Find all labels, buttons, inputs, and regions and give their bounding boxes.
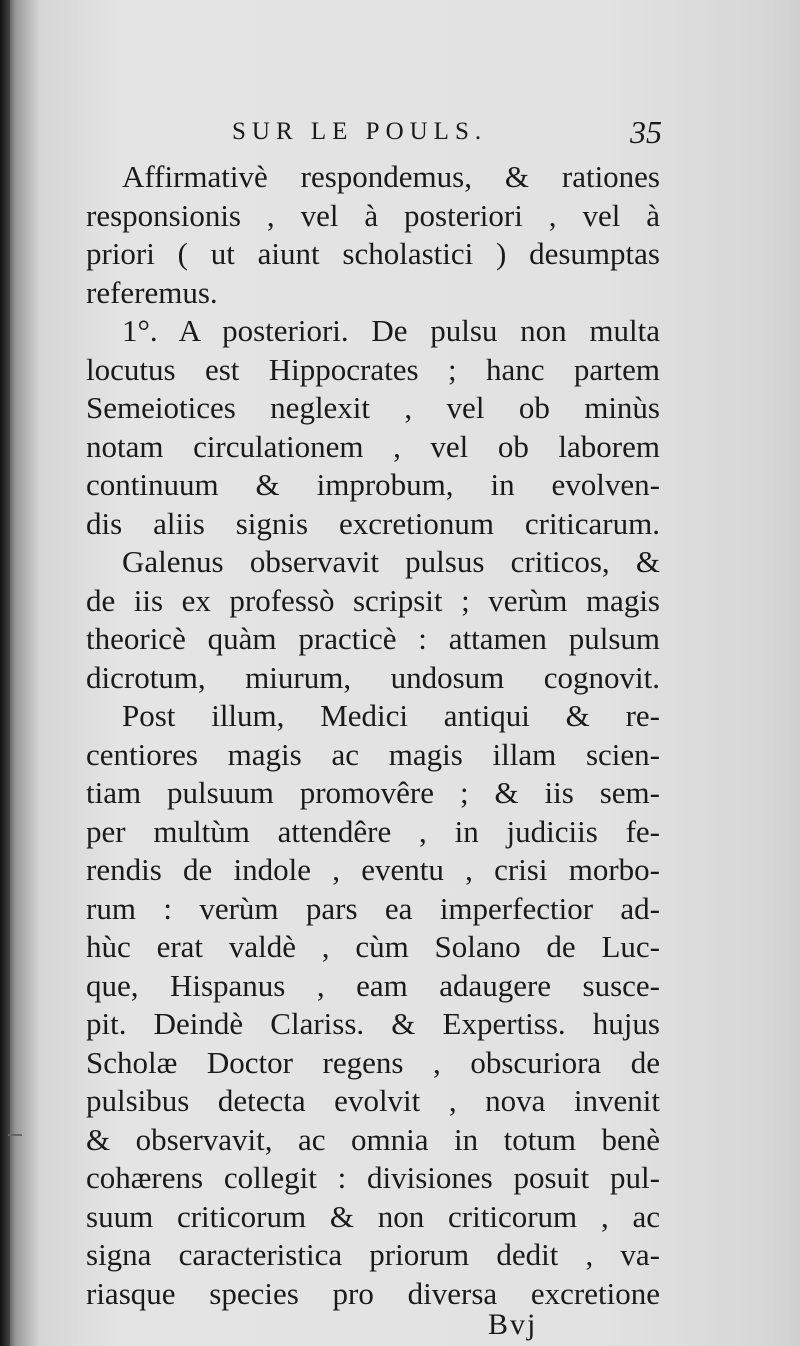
text-line: Affirmativè respondemus, & rationes — [122, 159, 660, 194]
text-line: responsionis , vel à posteriori , vel à — [86, 197, 660, 233]
text-line: & observavit, ac omnia in totum benè — [86, 1121, 660, 1157]
text-line: Galenus observavit pulsus criticos, & — [122, 544, 660, 579]
text-line: pulsibus detecta evolvit , nova invenit — [86, 1083, 660, 1118]
book-spine-shadow — [0, 0, 10, 1346]
text-line: priori ( ut aiunt scholastici ) desumptas — [86, 236, 660, 271]
text-line: hùc erat valdè , cùm Solano de Luc- — [86, 929, 660, 964]
text-line: que, Hispanus , eam adaugere susce- — [86, 967, 660, 1003]
text-line: continuum & improbum, in evolven- — [86, 467, 660, 502]
text-line: pit. Deindè Clariss. & Expertiss. hujus — [86, 1006, 660, 1041]
text-line: Semeiotices neglexit , vel ob minùs — [86, 390, 660, 425]
text-line: suum criticorum & non criticorum , ac — [86, 1198, 660, 1234]
text-line: notam circulationem , vel ob laborem — [86, 428, 660, 464]
margin-mark — [8, 1134, 22, 1136]
text-line: 1°. A posteriori. De pulsu non multa — [122, 313, 660, 348]
text-line: rendis de indole , eventu , crisi morbo- — [86, 852, 660, 887]
running-head: SUR LE POULS. — [232, 118, 488, 145]
text-line: theoricè quàm practicè : attamen pulsum — [86, 621, 660, 656]
text-line: riasque species pro diversa excretione — [86, 1275, 660, 1311]
text-line: de iis ex professò scripsit ; verùm magis — [86, 582, 660, 618]
text-line: rum : verùm pars ea imperfectior ad- — [86, 890, 660, 926]
text-line: Post illum, Medici antiqui & re- — [122, 698, 660, 733]
text-line: locutus est Hippocrates ; hanc partem — [86, 351, 660, 387]
signature-mark: Bvj — [488, 1308, 538, 1341]
page-header — [232, 114, 662, 152]
text-line: dicrotum, miurum, undosum cognovit. — [86, 659, 660, 695]
body-text — [86, 158, 660, 1313]
page-number: 35 — [630, 114, 662, 150]
text-line: referemus. — [86, 274, 218, 310]
text-line: dis aliis signis excretionum criticarum. — [86, 505, 660, 541]
text-line: Scholæ Doctor regens , obscuriora de — [86, 1044, 660, 1080]
text-line: cohærens collegit : divisiones posuit pul- — [86, 1160, 660, 1195]
text-line: signa caracteristica priorum dedit , va- — [86, 1237, 660, 1272]
text-line: centiores magis ac magis illam scien- — [86, 736, 660, 772]
text-line: per multùm attendêre , in judiciis fe- — [86, 813, 660, 849]
text-line: tiam pulsuum promovêre ; & iis sem- — [86, 775, 660, 810]
